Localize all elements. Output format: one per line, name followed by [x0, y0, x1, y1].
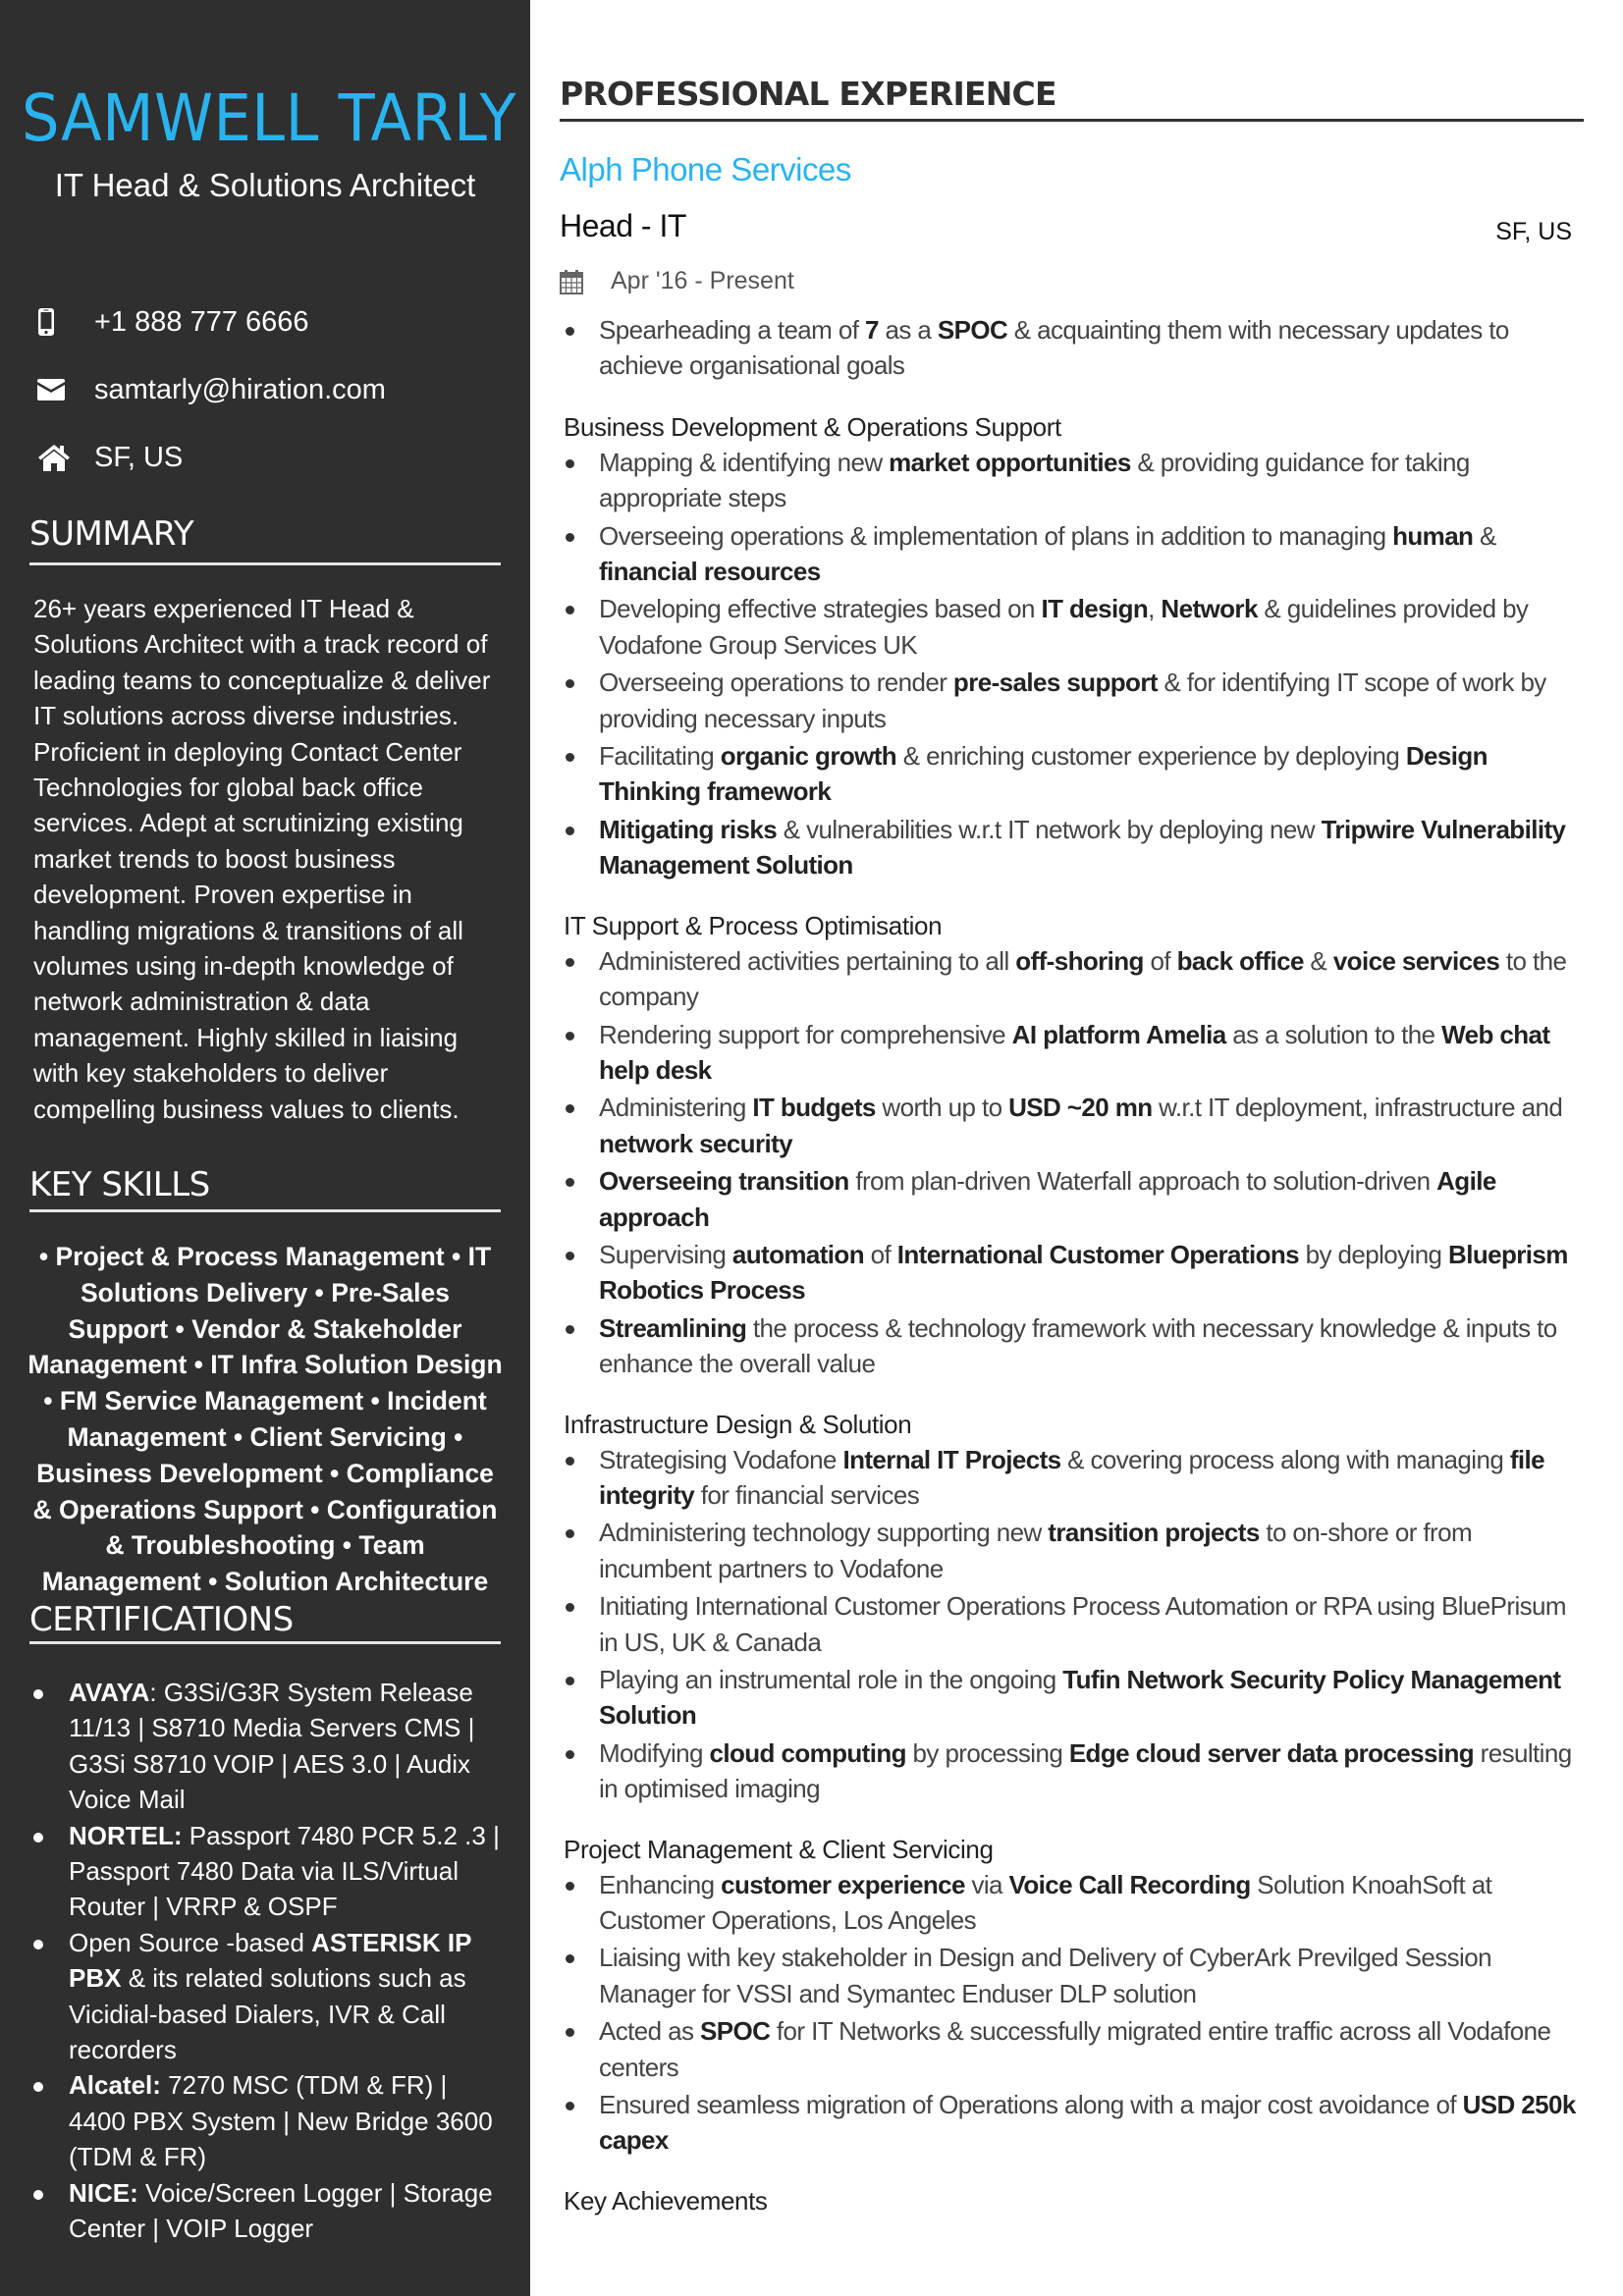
experience-bullet: Rendering support for comprehensive AI platform Amelia as a solution to the Web chat help desk	[560, 1017, 1584, 1089]
experience-bullet: Overseeing operations to render pre-sales support & for identifying IT scope of work by providing necessary inputs	[560, 665, 1584, 736]
home-icon	[37, 438, 77, 477]
experience-bullet: Ensured seamless migration of Operations along with a major cost avoidance of USD 250k capex	[560, 2087, 1584, 2159]
experience-bullet: Supervising automation of International Customer Operations by deploying Blueprism Robotics Process	[560, 1237, 1584, 1308]
key-skills-heading: KEY SKILLS	[29, 1165, 210, 1204]
experience-bullet: Developing effective strategies based on IT design, Network & guidelines provided by Vodafone Group Services UK	[560, 591, 1584, 663]
job-location: SF, US	[1495, 218, 1572, 245]
location-text: SF, US	[94, 441, 184, 473]
summary-divider	[29, 562, 501, 565]
envelope-icon	[37, 370, 77, 409]
experience-bullet: Enhancing customer experience via Voice Call Recording Solution KnoahSoft at Customer Operations, Los Angeles	[560, 1867, 1584, 1939]
experience-bullet: Acted as SPOC for IT Networks & successfully migrated entire traffic across all Vodafone centers	[560, 2013, 1584, 2085]
contact-location	[37, 438, 183, 477]
company-name: Alph Phone Services	[560, 151, 851, 187]
experience-bullet: Streamlining the process & technology framework with necessary knowledge & inputs to enhance the overall value	[560, 1310, 1584, 1382]
experience-bullet: Strategising Vodafone Internal IT Projects & covering process along with managing file integrity for financial services	[560, 1442, 1584, 1514]
experience-bullet: Administering technology supporting new transition projects to on-shore or from incumbent partners to Vodafone	[560, 1515, 1584, 1586]
key-skills-divider	[29, 1209, 501, 1212]
intro-bullets	[560, 312, 1584, 384]
email-link[interactable]: samtarly@hiration.com	[94, 373, 386, 405]
candidate-name: SAMWELL TARLY	[22, 80, 516, 156]
experience-group	[560, 1407, 1584, 1807]
certification-item: NICE: Voice/Screen Logger | Storage Center | VOIP Logger	[29, 2175, 505, 2247]
experience-subheading: Key Achievements	[564, 2185, 768, 2216]
summary-heading: SUMMARY	[29, 514, 194, 554]
experience-bullet: Spearheading a team of 7 as a SPOC & acquainting them with necessary updates to achieve organisational goals	[560, 312, 1584, 384]
experience-bullet: Initiating International Customer Operations Process Automation or RPA using BluePrisum in US, UK & Canada	[560, 1588, 1584, 1660]
job-dates	[560, 267, 794, 295]
sidebar	[0, 0, 530, 2296]
experience-bullet: Mitigating risks & vulnerabilities w.r.t IT network by deploying new Tripwire Vulnerability Management Solution	[560, 812, 1584, 883]
experience-group	[560, 2183, 1584, 2218]
experience-group	[560, 908, 1584, 1382]
contact-email	[37, 370, 386, 409]
experience-groups	[560, 409, 1584, 2218]
experience-bullet: Playing an instrumental role in the ongoing Tufin Network Security Policy Management Solution	[560, 1662, 1584, 1734]
calendar-icon	[560, 269, 583, 294]
experience-bullet: Overseeing operations & implementation of plans in addition to managing human & financial resources	[560, 518, 1584, 590]
experience-subheading: Infrastructure Design & Solution	[564, 1409, 912, 1439]
experience-body	[560, 312, 1584, 2243]
experience-bullet: Administering IT budgets worth up to USD ~20 mn w.r.t IT deployment, infrastructure and network security	[560, 1090, 1584, 1161]
contact-phone	[37, 302, 309, 342]
experience-group	[560, 409, 1584, 883]
experience-divider	[560, 119, 1584, 122]
certification-item: AVAYA: G3Si/G3R System Release 11/13 | S8710 Media Servers CMS | G3Si S8710 VOIP | AES 3.0 | Audix Voice Mail	[29, 1675, 505, 1818]
key-skills-list: • Project & Process Management • IT Solutions Delivery • Pre-Sales Support • Vendor & Stakeholder Management • IT Infra Solution Design • FM Service Management • Incident Management • Client Servicing • Business Development • Compliance & Operations Support • Configuration & Troubleshooting • Team Management • Solution Architecture	[27, 1242, 503, 1597]
certifications-list	[29, 1675, 505, 2247]
job-role: Head - IT	[560, 208, 686, 243]
experience-bullet-list	[560, 1442, 1584, 1807]
experience-bullet: Overseeing transition from plan-driven Waterfall approach to solution-driven Agile approach	[560, 1163, 1584, 1235]
certification-item: NORTEL: Passport 7480 PCR 5.2 .3 | Passport 7480 Data via ILS/Virtual Router | VRRP & OSPF	[29, 1818, 505, 1925]
experience-subheading: IT Support & Process Optimisation	[564, 910, 943, 940]
summary-text: 26+ years experienced IT Head & Solutions Architect with a track record of leading teams to conceptualize & deliver IT solutions across diverse industries. Proficient in deploying Contact Center Technologies for global back office services. Adept at scrutinizing existing market trends to boost business development. Proven expertise in handling migrations & transitions of all volumes using in-depth knowledge of network administration & data management. Highly skilled in liaising with key stakeholders to deliver compelling business values to clients.	[33, 594, 491, 1124]
experience-subheading: Business Development & Operations Support	[564, 411, 1061, 442]
date-range: Apr '16 - Present	[611, 267, 794, 294]
experience-bullet: Modifying cloud computing by processing Edge cloud server data processing resulting in optimised imaging	[560, 1735, 1584, 1807]
certifications-divider	[29, 1641, 501, 1644]
experience-bullet: Facilitating organic growth & enriching customer experience by deploying Design Thinking framework	[560, 738, 1584, 810]
experience-subheading: Project Management & Client Servicing	[564, 1834, 994, 1864]
mobile-phone-icon	[37, 302, 77, 342]
experience-bullet-list	[560, 445, 1584, 883]
experience-group	[560, 1832, 1584, 2159]
experience-heading: PROFESSIONAL EXPERIENCE	[560, 75, 1056, 113]
experience-bullet-list	[560, 943, 1584, 1382]
experience-bullet: Administered activities pertaining to all off-shoring of back office & voice services to the company	[560, 943, 1584, 1015]
experience-bullet: Mapping & identifying new market opportunities & providing guidance for taking appropriate steps	[560, 445, 1584, 516]
certifications-heading: CERTIFICATIONS	[29, 1600, 294, 1639]
experience-bullet: Liaising with key stakeholder in Design and Delivery of CyberArk Previlged Session Manager for VSSI and Symantec Enduser DLP solution	[560, 1940, 1584, 2011]
experience-bullet-list	[560, 1867, 1584, 2159]
certification-item: Open Source -based ASTERISK IP PBX & its related solutions such as Vicidial-based Dialers, IVR & Call recorders	[29, 1925, 505, 2068]
certification-item: Alcatel: 7270 MSC (TDM & FR) | 4400 PBX System | New Bridge 3600 (TDM & FR)	[29, 2067, 505, 2174]
candidate-title: IT Head & Solutions Architect	[54, 167, 476, 203]
phone-link[interactable]: +1 888 777 6666	[94, 305, 309, 338]
